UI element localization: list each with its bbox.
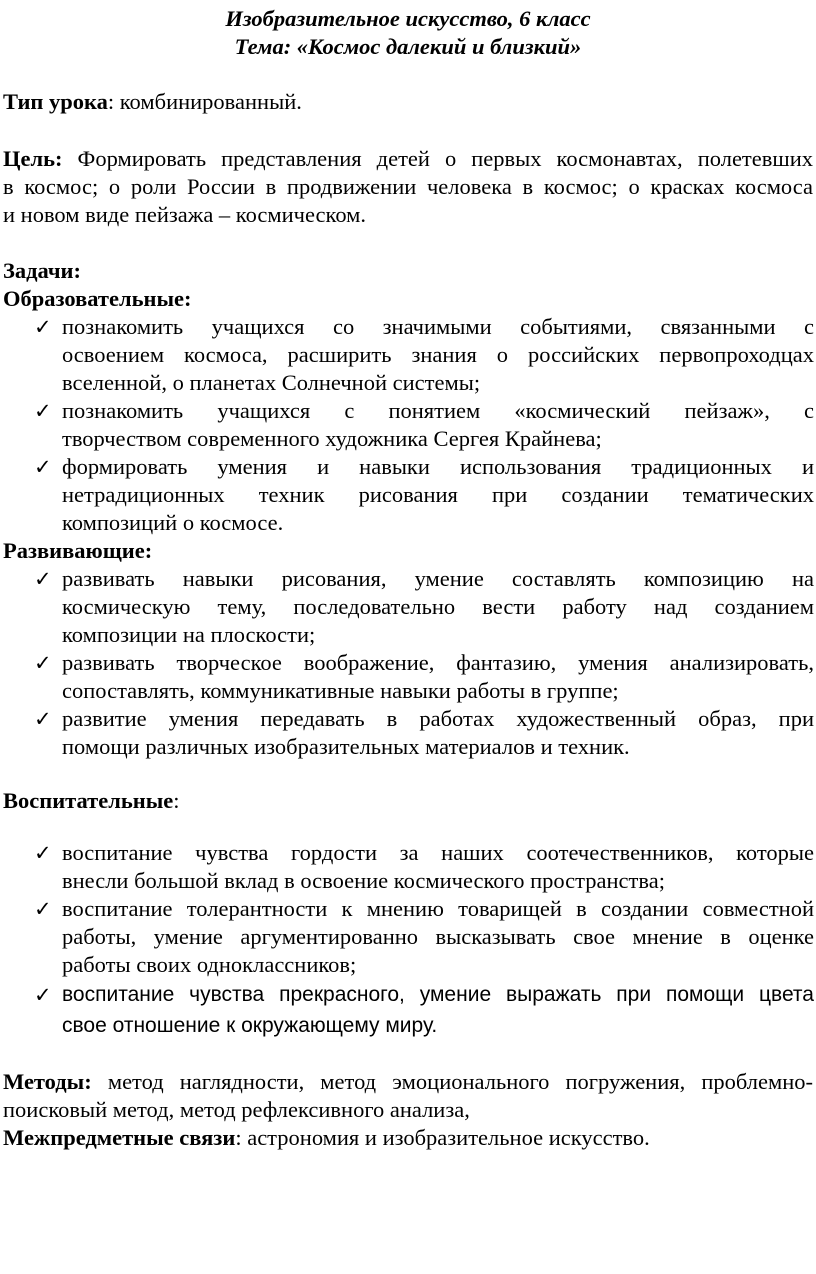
list-item-line: нетрадиционных техник рисования при создании тематических (62, 482, 814, 507)
checkmark-icon: ✓ (34, 841, 52, 865)
list-item-line: космическую тему, последовательно вести работу над созданием (62, 594, 814, 619)
methods-paragraph (3, 1068, 813, 1124)
lesson-type-value: : комбинированный. (107, 89, 302, 114)
list-item-line: свое отношение к окружающему миру. (62, 1014, 438, 1037)
methods-line: метод наглядности, метод эмоционального погружения, проблемно- (91, 1069, 813, 1094)
list-item-line: сопоставлять, коммуникативные навыки работы в группе; (62, 678, 619, 703)
list-item-line: внесли большой вклад в освоение космического пространства; (62, 868, 665, 893)
checkmark-icon: ✓ (34, 707, 52, 731)
list-item-line: творчеством современного художника Сергея Крайнева; (62, 426, 602, 451)
developing-heading: Развивающие: (3, 538, 153, 563)
upbringing-label: Воспитательные (3, 788, 174, 813)
list-item (62, 313, 814, 397)
list-item-line: развитие умения передавать в работах художественный образ, при (62, 706, 814, 731)
lesson-type-label: Тип урока (3, 89, 108, 114)
checkmark-icon: ✓ (34, 651, 52, 675)
list-item (62, 649, 814, 705)
list-item-line: композиции на плоскости; (62, 622, 316, 647)
list-item (62, 453, 814, 537)
upbringing-colon: : (173, 788, 180, 813)
list-item-line: развивать творческое воображение, фантазию, умения анализировать, (62, 650, 814, 675)
list-item (62, 895, 814, 979)
list-item-line: воспитание чувства гордости за наших соотечественников, которые (62, 840, 814, 865)
checkmark-icon: ✓ (34, 315, 52, 339)
goal-line: и новом виде пейзажа – космическом. (3, 202, 366, 227)
interdisciplinary-value: : астрономия и изобразительное искусство. (235, 1125, 650, 1150)
list-item-line: освоением космоса, расширить знания о российских первопроходцах (62, 342, 814, 367)
list-item-line: работы своих одноклассников; (62, 952, 357, 977)
list-item-line: воспитание толерантности к мнению товарищей в создании совместной (62, 896, 814, 921)
lesson-type (3, 88, 813, 116)
checkmark-icon: ✓ (34, 399, 52, 423)
tasks-heading: Задачи: (3, 258, 82, 283)
methods-line: поисковый метод, метод рефлексивного анализа, (3, 1097, 470, 1122)
list-item (62, 979, 814, 1041)
interdisciplinary-links (3, 1124, 813, 1152)
document-title-topic: Тема: «Космос далекий и близкий» (234, 34, 582, 59)
list-item (62, 839, 814, 895)
goal-label: Цель: (3, 146, 63, 171)
checkmark-icon: ✓ (34, 983, 52, 1007)
methods-label: Методы: (3, 1069, 92, 1094)
upbringing-heading (3, 787, 180, 815)
goal-line: Формировать представления детей о первых космонавтах, полетевших (62, 146, 813, 171)
list-item-line: работы, умение аргументированно высказывать свое мнение в оценке (62, 924, 814, 949)
list-item-line: воспитание чувства прекрасного, умение выражать при помощи цвета (62, 983, 814, 1006)
list-item (62, 705, 814, 761)
list-item-line: помощи различных изобразительных материалов и техник. (62, 734, 630, 759)
checkmark-icon: ✓ (34, 455, 52, 479)
interdisciplinary-label: Межпредметные связи (3, 1125, 236, 1150)
document-title-subject: Изобразительное искусство, 6 класс (225, 6, 591, 31)
goal-paragraph (3, 145, 813, 229)
list-item-line: познакомить учащихся со значимыми событиями, связанными с (62, 314, 814, 339)
educational-heading: Образовательные: (3, 286, 192, 311)
list-item (62, 565, 814, 649)
list-item-line: вселенной, о планетах Солнечной системы; (62, 370, 481, 395)
list-item (62, 397, 814, 453)
list-item-line: развивать навыки рисования, умение составлять композицию на (62, 566, 814, 591)
list-item-line: познакомить учащихся с понятием «космический пейзаж», с (62, 398, 814, 423)
goal-line: в космос; о роли России в продвижении человека в космос; о красках космоса (3, 174, 813, 199)
list-item-line: формировать умения и навыки использования традиционных и (62, 454, 814, 479)
checkmark-icon: ✓ (34, 567, 52, 591)
list-item-line: композиций о космосе. (62, 510, 284, 535)
checkmark-icon: ✓ (34, 897, 52, 921)
